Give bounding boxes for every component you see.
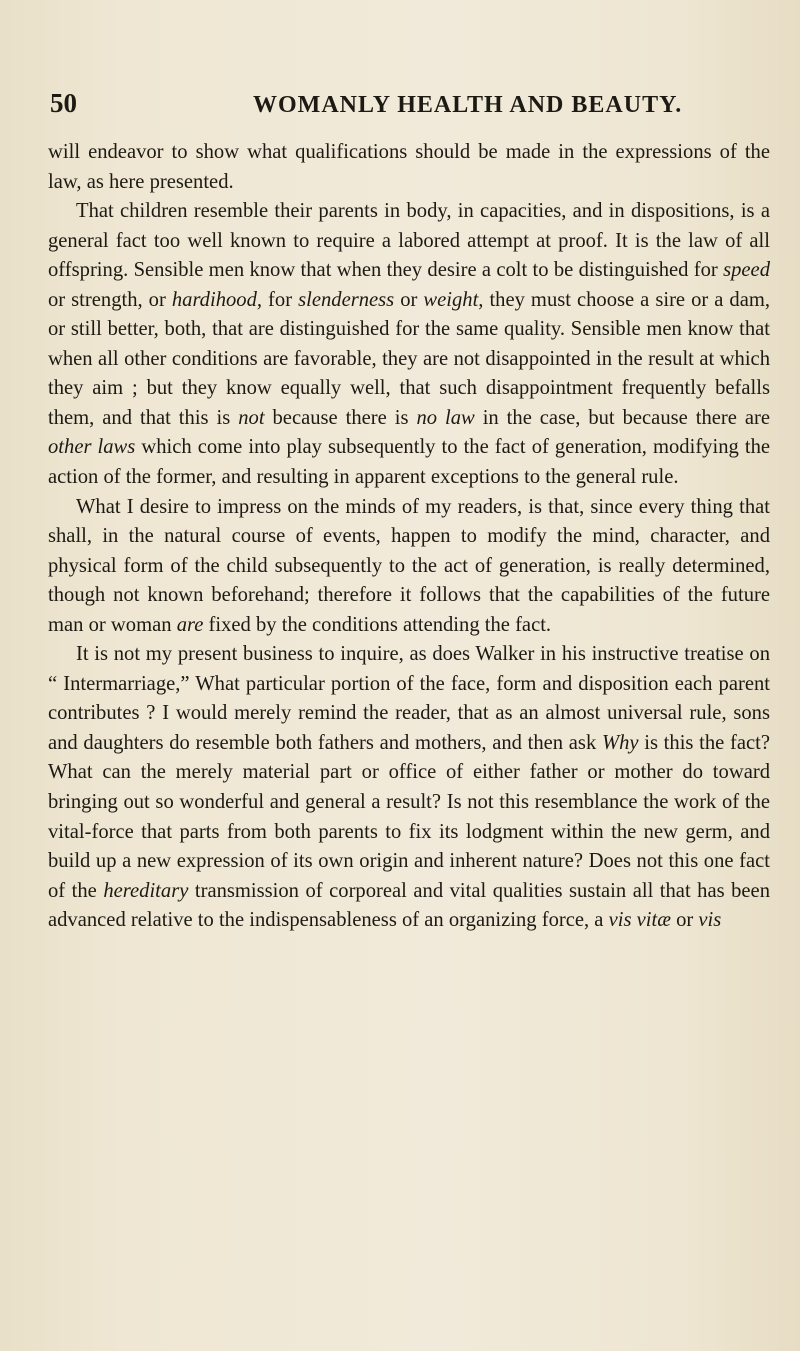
paragraph bbox=[48, 197, 770, 492]
text-run: which come into play subsequently to the fact of generation, modifying the action of the former, and resulting in apparent exceptions to the general rule. bbox=[48, 436, 771, 489]
running-head bbox=[50, 88, 750, 128]
italic-text: speed bbox=[723, 259, 770, 282]
italic-text: weight, bbox=[423, 288, 484, 311]
text-run: or strength, or bbox=[48, 288, 172, 311]
italic-text: vis vitæ bbox=[608, 909, 671, 932]
italic-text: no law bbox=[416, 406, 475, 429]
italic-text: slenderness bbox=[298, 288, 395, 311]
body-text bbox=[48, 138, 770, 936]
paragraph bbox=[48, 493, 770, 641]
italic-text: are bbox=[176, 613, 204, 636]
text-run: fixed by the conditions attending the fact. bbox=[203, 613, 552, 636]
text-run: or bbox=[394, 288, 424, 311]
running-title: WOMANLY HEALTH AND BEAUTY. bbox=[253, 92, 683, 118]
paragraph bbox=[48, 640, 770, 935]
italic-text: hereditary bbox=[103, 879, 189, 902]
text-run: because there is bbox=[264, 406, 417, 429]
text-run: for bbox=[262, 288, 299, 311]
italic-text: hardihood, bbox=[171, 288, 263, 311]
italic-text: Why bbox=[601, 731, 639, 754]
italic-text: not bbox=[238, 406, 265, 429]
italic-text: vis bbox=[698, 909, 722, 932]
text-run: or bbox=[670, 909, 699, 932]
text-run: That children resemble their parents in body, in capacities, and in dispositions, is a general fact too well known to require a labored attempt at proof. It is the law of all offspring. Sensible men know that when they desire a colt to be distinguished for bbox=[48, 200, 770, 282]
text-run: It is not my present business to inquire, as does Walker in his instructive treatise on “ Intermarriage,” What particular portion of the face, form and disposition each parent contributes ? I would merely remind the reader, that as an almost universal rule, sons and daughters do resemble both fathers and mothers, and then ask bbox=[48, 643, 770, 754]
text-run: transmission of corporeal and vital qualities sustain all that has been advanced relative to the indispensableness of an organizing force, a bbox=[48, 879, 770, 932]
paragraph bbox=[48, 138, 770, 197]
italic-text: other laws bbox=[48, 436, 136, 459]
text-run: is this the fact? What can the merely material part or office of either father or mother do toward bringing out so wonderful and general a result? Is not this resemblance the work of the vital-force that parts from both parents to fix its lodgment within the new germ, and build up a new expression of its own origin and inherent nature? Does not this one fact of the bbox=[48, 731, 770, 902]
text-run: in the case, but because there are bbox=[474, 406, 770, 429]
text-run: will endeavor to show what qualifications should be made in the expressions of the law, as here presented. bbox=[48, 141, 770, 193]
text-run: What I desire to impress on the minds of my readers, is that, since every thing that shall, in the natural course of events, happen to modify the mind, character, and physical form of the child subsequently to the act of generation, is really determined, though not known beforehand; therefore it follows that the capabilities of the future man or woman bbox=[48, 495, 770, 636]
page-number: 50 bbox=[50, 88, 77, 118]
text-run: they must choose a sire or a dam, or still better, both, that are distinguished for the same quality. Sensible men know that when all other conditions are favorable, they are not disappointed in the result at which they aim ; but they know equally well, that such disappointment frequently befalls them, and that this is bbox=[48, 288, 771, 429]
